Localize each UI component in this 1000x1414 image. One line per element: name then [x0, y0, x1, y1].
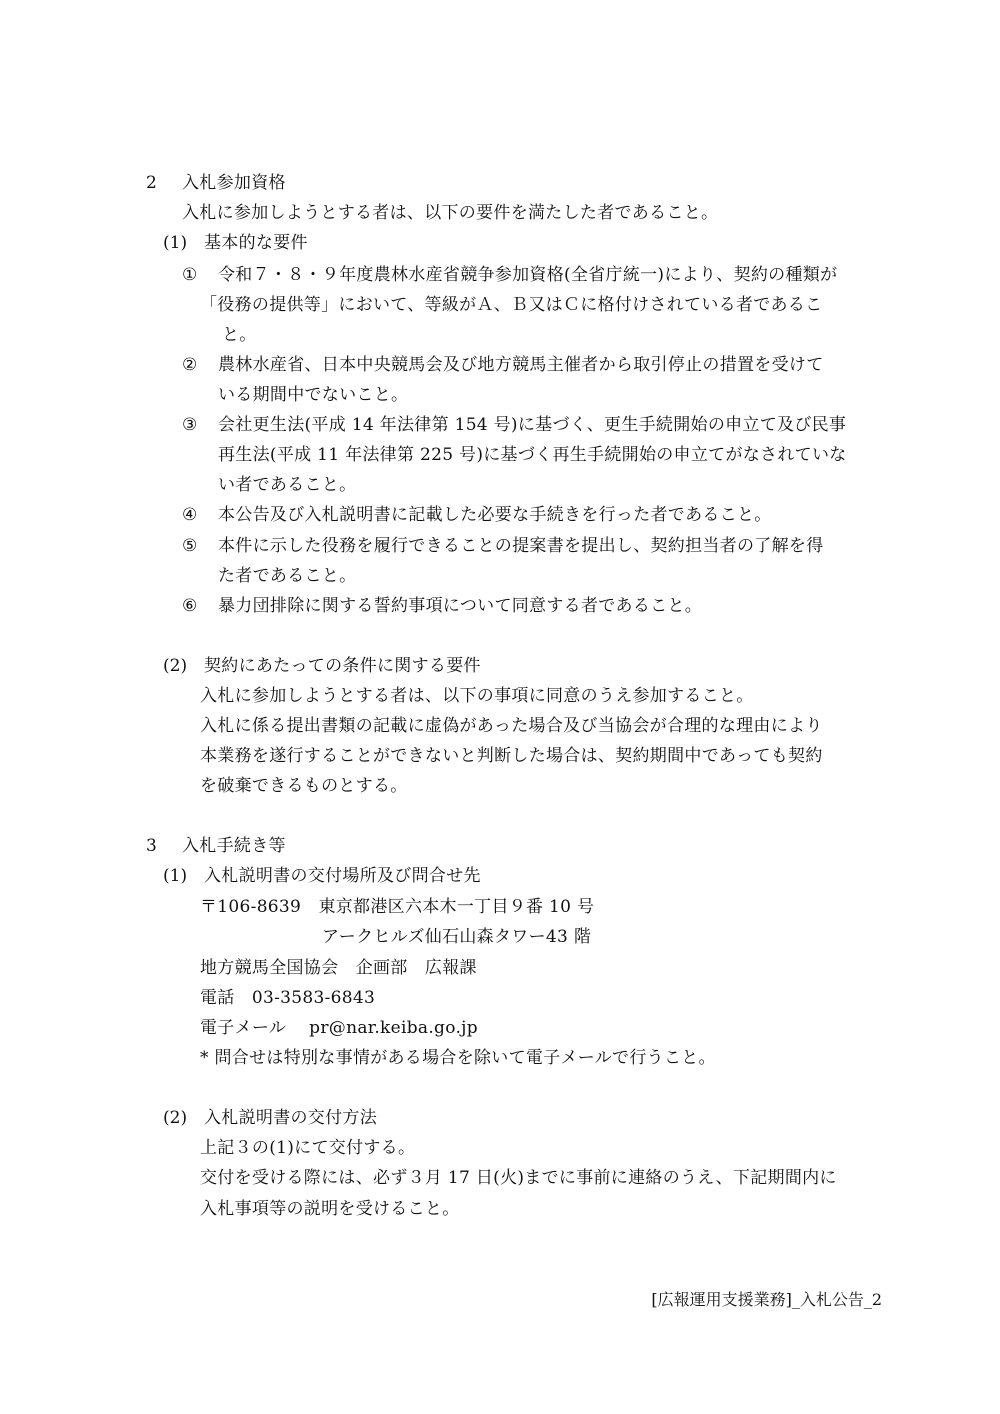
sub-2-title: 契約にあたっての条件に関する要件 — [204, 656, 481, 676]
sec3-sub-2-line-3: 入札事項等の説明を受けること。 — [200, 1199, 460, 1219]
email: 電子メール pr@nar.keiba.go.jp — [200, 1018, 478, 1038]
item-2-line-1: 農林水産省、日本中央競馬会及び地方競馬主催者から取引停止の措置を受けて — [218, 355, 824, 375]
item-5-line-1: 本件に示した役務を履行できることの提案書を提出し、契約担当者の了解を得 — [218, 536, 824, 556]
item-3-line-1: 会社更生法(平成 14 年法律第 154 号)に基づく、更生手続開始の申立て及び民事 — [218, 415, 847, 435]
item-2-mark: ② — [182, 355, 198, 375]
sub-2-line-2: 入札に係る提出書類の記載に虚偽があった場合及び当協会が合理的な理由により — [200, 716, 823, 736]
sub-2-number: (2) — [163, 656, 188, 676]
sub-1-title: 基本的な要件 — [204, 233, 308, 253]
organization: 地方競馬全国協会 企画部 広報課 — [200, 958, 477, 978]
sec3-sub-2-line-1: 上記３の(1)にて交付する。 — [200, 1138, 416, 1158]
item-5-mark: ⑤ — [182, 536, 198, 556]
page-footer: [広報運用支援業務]_入札公告_2 — [651, 1290, 882, 1309]
item-3-mark: ③ — [182, 415, 198, 435]
item-4-mark: ④ — [182, 505, 198, 525]
sec3-sub-1-title: 入札説明書の交付場所及び問合せ先 — [204, 866, 481, 886]
item-1-line-3: と。 — [222, 325, 257, 345]
item-2-line-2: いる期間中でないこと。 — [218, 385, 409, 405]
sub-1-number: (1) — [163, 233, 188, 253]
item-3-line-3: い者であること。 — [218, 475, 357, 495]
item-6-mark: ⑥ — [182, 596, 198, 616]
item-4-line-1: 本公告及び入札説明書に記載した必要な手続きを行った者であること。 — [218, 505, 772, 525]
sub-2-line-4: を破棄できるものとする。 — [200, 776, 408, 796]
sec3-sub-2-title: 入札説明書の交付方法 — [204, 1108, 377, 1128]
section-2-number: 2 — [146, 173, 157, 193]
section-3-number: 3 — [146, 836, 157, 856]
building-address: アークヒルズ仙石山森タワー43 階 — [322, 927, 592, 947]
section-3-title: 入札手続き等 — [182, 836, 286, 856]
sub-2-line-3: 本業務を遂行することができないと判断した場合は、契約期間中であっても契約 — [200, 746, 823, 766]
sec3-sub-1-number: (1) — [163, 866, 188, 886]
item-1-line-1: 令和７・８・９年度農林水産省競争参加資格(全省庁統一)により、契約の種類が — [218, 265, 838, 285]
inquiry-note: * 問合せは特別な事情がある場合を除いて電子メールで行うこと。 — [200, 1048, 716, 1068]
section-2-intro: 入札に参加しようとする者は、以下の要件を満たした者であること。 — [182, 203, 719, 223]
section-2-title: 入札参加資格 — [182, 173, 286, 193]
postal-address: 〒106-8639 東京都港区六本木一丁目９番 10 号 — [200, 897, 595, 917]
sec3-sub-2-number: (2) — [163, 1108, 188, 1128]
item-5-line-2: た者であること。 — [218, 566, 357, 586]
sub-2-line-1: 入札に参加しようとする者は、以下の事項に同意のうえ参加すること。 — [200, 686, 754, 706]
item-3-line-2: 再生法(平成 11 年法律第 225 号)に基づく再生手続開始の申立てがなされていな — [218, 445, 847, 465]
sec3-sub-2-line-2: 交付を受ける際には、必ず３月 17 日(火)までに事前に連絡のうえ、下記期間内に — [200, 1168, 837, 1188]
item-1-line-2: 「役務の提供等」において、等級がＡ、Ｂ又はＣに格付けされている者であるこ — [200, 295, 823, 315]
phone: 電話 03-3583-6843 — [200, 988, 376, 1008]
item-1-mark: ① — [182, 265, 198, 285]
item-6-line-1: 暴力団排除に関する誓約事項について同意する者であること。 — [218, 596, 703, 616]
